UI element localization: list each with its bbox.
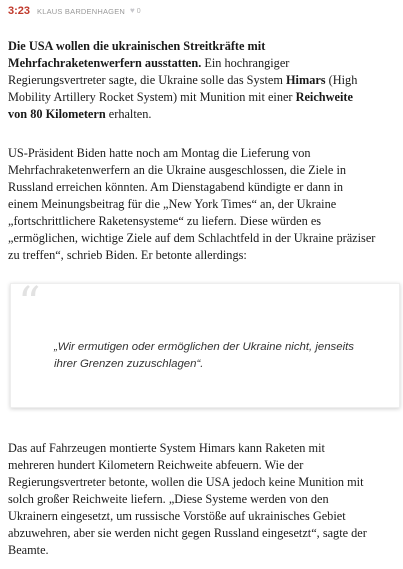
text-line: „fortschrittlichere Raketensysteme“ zu liefern. Diese würden es xyxy=(8,214,322,228)
text-line: Regierungsvertreter betonte, wollen die USA jedoch keine Munition mit xyxy=(8,475,364,489)
text-line: zu treffen“, schrieb Biden. Er betonte allerdings: xyxy=(8,248,247,262)
text-line xyxy=(8,72,403,89)
text-line: US-Präsident Biden hatte noch am Montag die Lieferung von xyxy=(8,146,311,160)
like-count: 0 xyxy=(136,7,141,15)
quote-text xyxy=(54,339,384,373)
post-time: 3:23 xyxy=(8,5,31,17)
text-line: Russland erreichen könnten. Am Dienstagabend kündigte er dann in xyxy=(8,180,344,194)
text-line xyxy=(8,89,403,106)
article-paragraph-3 xyxy=(8,440,403,559)
text: Ein hochrangiger xyxy=(201,56,290,70)
bold-text: Mehrfachraketenwerfern ausstatten. xyxy=(8,56,202,70)
quote-mark-icon: “ xyxy=(18,278,41,329)
bold-text: Reichweite xyxy=(295,90,353,104)
text-line: „ermöglichen, wichtige Ziele auf dem Schlachtfeld in der Ukraine präziser xyxy=(8,231,376,245)
text-line: einem Meinungsbeitrag für die „New York Times“ an, der Ukraine xyxy=(8,197,337,211)
text-line: Ukrainern eingesetzt, um russische Vorstöße auf ukrainisches Gebiet xyxy=(8,509,346,523)
post-meta xyxy=(8,4,141,18)
text-line: mehreren hundert Kilometern Reichweite abfeuern. Wie der xyxy=(8,458,304,472)
text: Regierungsvertreter sagte, die Ukraine solle das System xyxy=(8,73,286,87)
text-line: solch großer Reichweite liefern. „Diese Systeme werden von den xyxy=(8,492,329,506)
text-line xyxy=(8,38,403,55)
text-line: Das auf Fahrzeugen montierte System Himars kann Raketen mit xyxy=(8,441,325,455)
bold-text: von 80 Kilometern xyxy=(8,107,106,121)
text-line: Mehrfachraketenwerfern an die Ukraine ausgeschlossen, die Ziele in xyxy=(8,163,347,177)
quote-line: „Wir ermutigen oder ermöglichen der Ukraine nicht, jenseits xyxy=(54,341,354,353)
text: Mobility Artillery Rocket System) mit Munition mit einer xyxy=(8,90,296,104)
text: erhalten. xyxy=(105,107,152,121)
article-paragraph-1 xyxy=(8,38,403,123)
quote-line: ihrer Grenzen zuzuschlagen“. xyxy=(54,358,204,370)
quote-box xyxy=(10,278,400,408)
bold-text: Himars xyxy=(285,73,326,87)
text-line xyxy=(8,106,403,123)
text-line: abzuwehren, aber sie werden nicht gegen Russland eingesetzt“, sagte der xyxy=(8,526,367,540)
bold-text: Die USA wollen die ukrainischen Streitkräfte mit xyxy=(8,39,266,53)
text-line xyxy=(8,55,403,72)
text: (High xyxy=(325,73,358,87)
post-author: KLAUS BARDENHAGEN xyxy=(37,6,126,16)
article-paragraph-2 xyxy=(8,145,403,264)
text-line: Beamte. xyxy=(8,543,49,557)
heart-icon[interactable]: ♥ xyxy=(130,6,135,15)
